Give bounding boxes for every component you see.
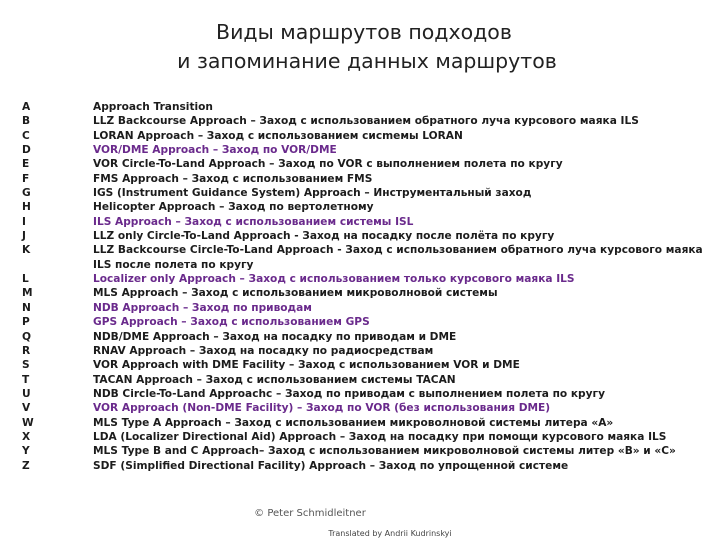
list-item [22,172,712,186]
slide-title [0,18,720,76]
list-item [22,114,712,128]
list-item [22,358,712,372]
item-letter: S [22,359,30,372]
item-letter: H [22,201,31,214]
item-letter: V [22,402,31,415]
list-item [22,430,712,444]
list-item [22,186,712,200]
item-letter: F [22,172,30,185]
item-letter: D [22,144,31,157]
item-description: LDA (Localizer Directional Aid) Approach – Заход на посадку при помощи курсового маяка ILS [93,430,667,443]
list-item [22,459,712,473]
item-description: Approach Transition [93,101,213,113]
item-description: VOR Approach (Non-DME Facility) – Заход по VOR (без использования DME) [93,402,551,415]
title-line-2: и запоминание данных маршрутов [177,49,557,73]
item-letter: C [22,129,30,142]
list-item [22,243,712,272]
item-letter: N [22,301,31,314]
item-description: MLS Type B and C Approach– Заход с использованием микроволновой системы литер «В» и «С» [93,445,676,458]
item-description: GPS Approach – Заход с использованием GPS [93,316,370,329]
list-item [22,100,712,114]
list-item [22,387,712,401]
item-description: NDB Circle-To-Land Approachc – Заход по приводам с выполнением полета по кругу [93,387,605,400]
list-item [22,373,712,387]
list-item [22,272,712,286]
item-letter: L [22,273,29,286]
copyright-note: © Peter Schmidleitner [254,508,366,519]
item-letter: R [22,344,31,357]
item-letter: G [22,187,31,200]
item-letter: A [22,101,31,113]
item-description: TACAN Approach – Заход с использованием системы TACAN [93,373,456,386]
item-letter: W [22,416,34,429]
item-description: RNAV Approach – Заход на посадку по радиосредствам [93,344,434,357]
item-letter: I [22,215,26,228]
item-description: SDF (Simplified Directional Facility) Approach – Заход по упрощенной системе [93,459,569,472]
list-item [22,143,712,157]
list-item [22,401,712,415]
item-description: LORAN Approach – Заход с использованием сисmемы LORAN [93,129,463,142]
item-description: MLS Approach – Заход с использованием микроволновой системы [93,287,498,300]
item-letter: T [22,373,30,386]
list-item [22,229,712,243]
item-description: IGS (Instrument Guidance System) Approach – Инструментальный заход [93,187,532,200]
list-item [22,129,712,143]
list-item [22,444,712,458]
list-item [22,215,712,229]
list-item [22,315,712,329]
item-description: MLS Type A Approach – Заход с использованием микроволновой системы литера «А» [93,416,614,429]
list-item [22,200,712,214]
item-letter: M [22,287,33,300]
item-letter: Q [22,330,32,343]
item-letter: Z [22,459,30,472]
item-description: NDB Approach – Заход по приводам [93,301,312,314]
item-description: Localizer only Approach – Заход с использованием только курсового маяка ILS [93,273,575,286]
item-description: ILS Approach – Заход с использованием системы ISL [93,215,414,228]
title-line-1: Виды маршрутов подходов [216,20,512,44]
item-letter: P [22,316,30,329]
list-item [22,301,712,315]
item-letter: J [22,230,26,243]
item-description: LLZ Backcourse Approach – Заход с использованием обратного луча курсового маяка ILS [93,115,639,128]
item-description: LLZ only Circle-To-Land Approach - Заход на посадку после полёта по кругу [93,230,555,243]
translator-note: Translated by Andrii Kudrinskyi [328,529,452,538]
list-item [22,286,712,300]
item-letter: K [22,244,31,257]
list-item [22,416,712,430]
item-letter: X [22,430,31,443]
approach-types-list [22,100,712,473]
item-letter: E [22,158,30,171]
list-item [22,344,712,358]
item-description: Helicopter Approach – Заход по вертолетному [93,201,374,214]
item-description: VOR Approach with DME Facility – Заход с использованием VOR и DME [93,359,520,372]
item-description: VOR/DME Approach – Заход по VOR/DME [93,144,337,157]
item-description: NDB/DME Approach – Заход на посадку по приводам и DME [93,330,457,343]
item-letter: Y [22,445,30,458]
item-description: FMS Approach – Заход с использованием FMS [93,172,373,185]
item-letter: B [22,115,31,128]
list-item [22,157,712,171]
item-letter: U [22,387,31,400]
list-item [22,330,712,344]
item-description: VOR Circle-To-Land Approach – Заход по VOR с выполнением полета по кругу [93,158,563,171]
item-description: LLZ Backcourse Circle-To-Land Approach - Заход с использованием обратного луча курсового маяка ILS после полета по кругу [93,244,703,271]
